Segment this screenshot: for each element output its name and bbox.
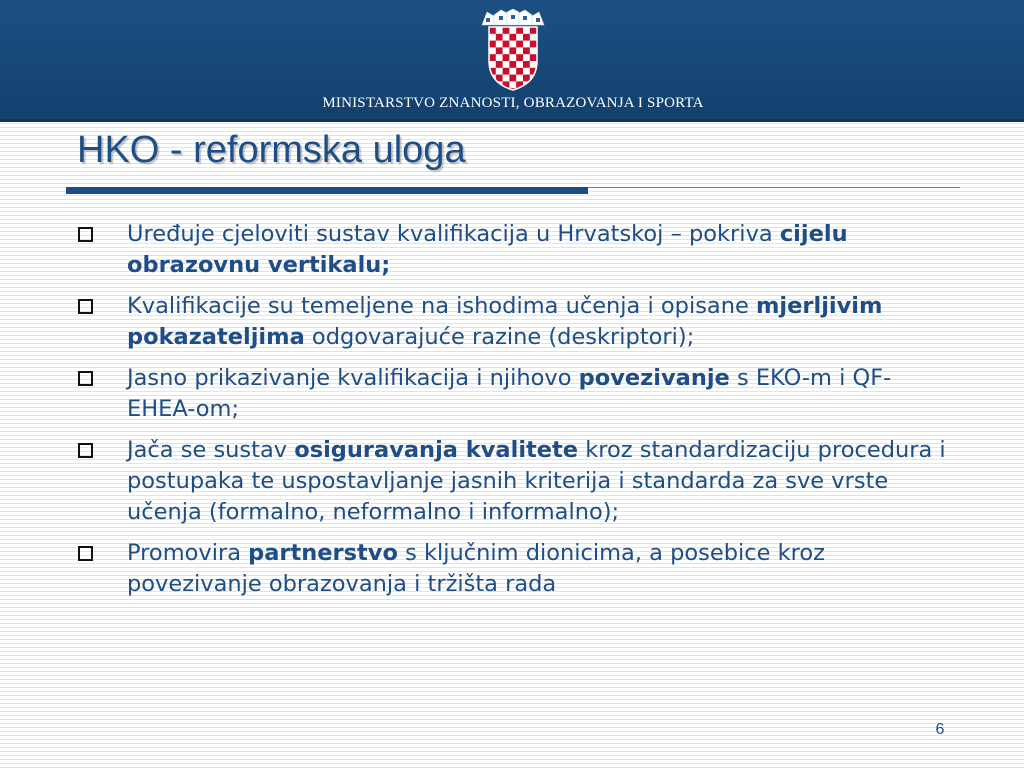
- hollow-square-icon: [78, 443, 93, 458]
- bullet-item: [78, 291, 958, 353]
- bullet-item: [78, 219, 958, 281]
- bullet-item: [78, 363, 958, 425]
- bullet-emphasis: partnerstvo: [248, 540, 398, 566]
- bullet-text: Promovira: [127, 540, 249, 566]
- ministry-header: [0, 0, 1024, 122]
- hollow-square-icon: [78, 546, 93, 561]
- hollow-square-icon: [78, 371, 93, 386]
- bullet-emphasis: osiguravanja kvalitete: [294, 437, 579, 463]
- slide-title: HKO - reformska uloga: [77, 129, 466, 171]
- bullet-item: [78, 435, 958, 528]
- bullet-emphasis: mjerljivim pokazateljima: [127, 293, 883, 350]
- bullet-text: Jača se sustav: [127, 437, 295, 463]
- bullet-text: Uređuje cjeloviti sustav kvalifikacija u Hrvatskoj – pokriva: [127, 221, 780, 247]
- bullet-text: Jasno prikazivanje kvalifikacija i njihovo: [127, 365, 579, 391]
- hollow-square-icon: [78, 299, 93, 314]
- title-underline-thick: [66, 187, 588, 194]
- bullet-text: kroz standardizaciju procedura i postupaka te uspostavljanje jasnih kriterija i standarda za sve vrste učenja (formalno, neformalno i informalno);: [127, 437, 946, 525]
- croatian-coat-of-arms-icon: [481, 9, 545, 91]
- bullet-list: [78, 219, 958, 610]
- bullet-text: odgovarajuće razine (deskriptori);: [304, 324, 695, 350]
- bullet-text: s EKO-m i QF-EHEA-om;: [127, 365, 892, 422]
- bullet-text: Kvalifikacije su temeljene na ishodima učenja i opisane: [127, 293, 756, 319]
- title-underline-thin: [588, 187, 960, 188]
- bullet-item: [78, 538, 958, 600]
- bullet-text: s ključnim dionicima, a posebice kroz povezivanje obrazovanja i tržišta rada: [127, 540, 825, 597]
- bullet-emphasis: cijelu obrazovnu vertikalu;: [127, 221, 848, 278]
- ministry-name: [0, 95, 1024, 112]
- bullet-emphasis: povezivanje: [578, 365, 730, 391]
- ministry-name-text: MINISTARSTVO ZNANOSTI, OBRAZOVANJA I SPORTA: [322, 95, 704, 111]
- page-number: 6: [935, 721, 945, 738]
- hollow-square-icon: [78, 227, 93, 242]
